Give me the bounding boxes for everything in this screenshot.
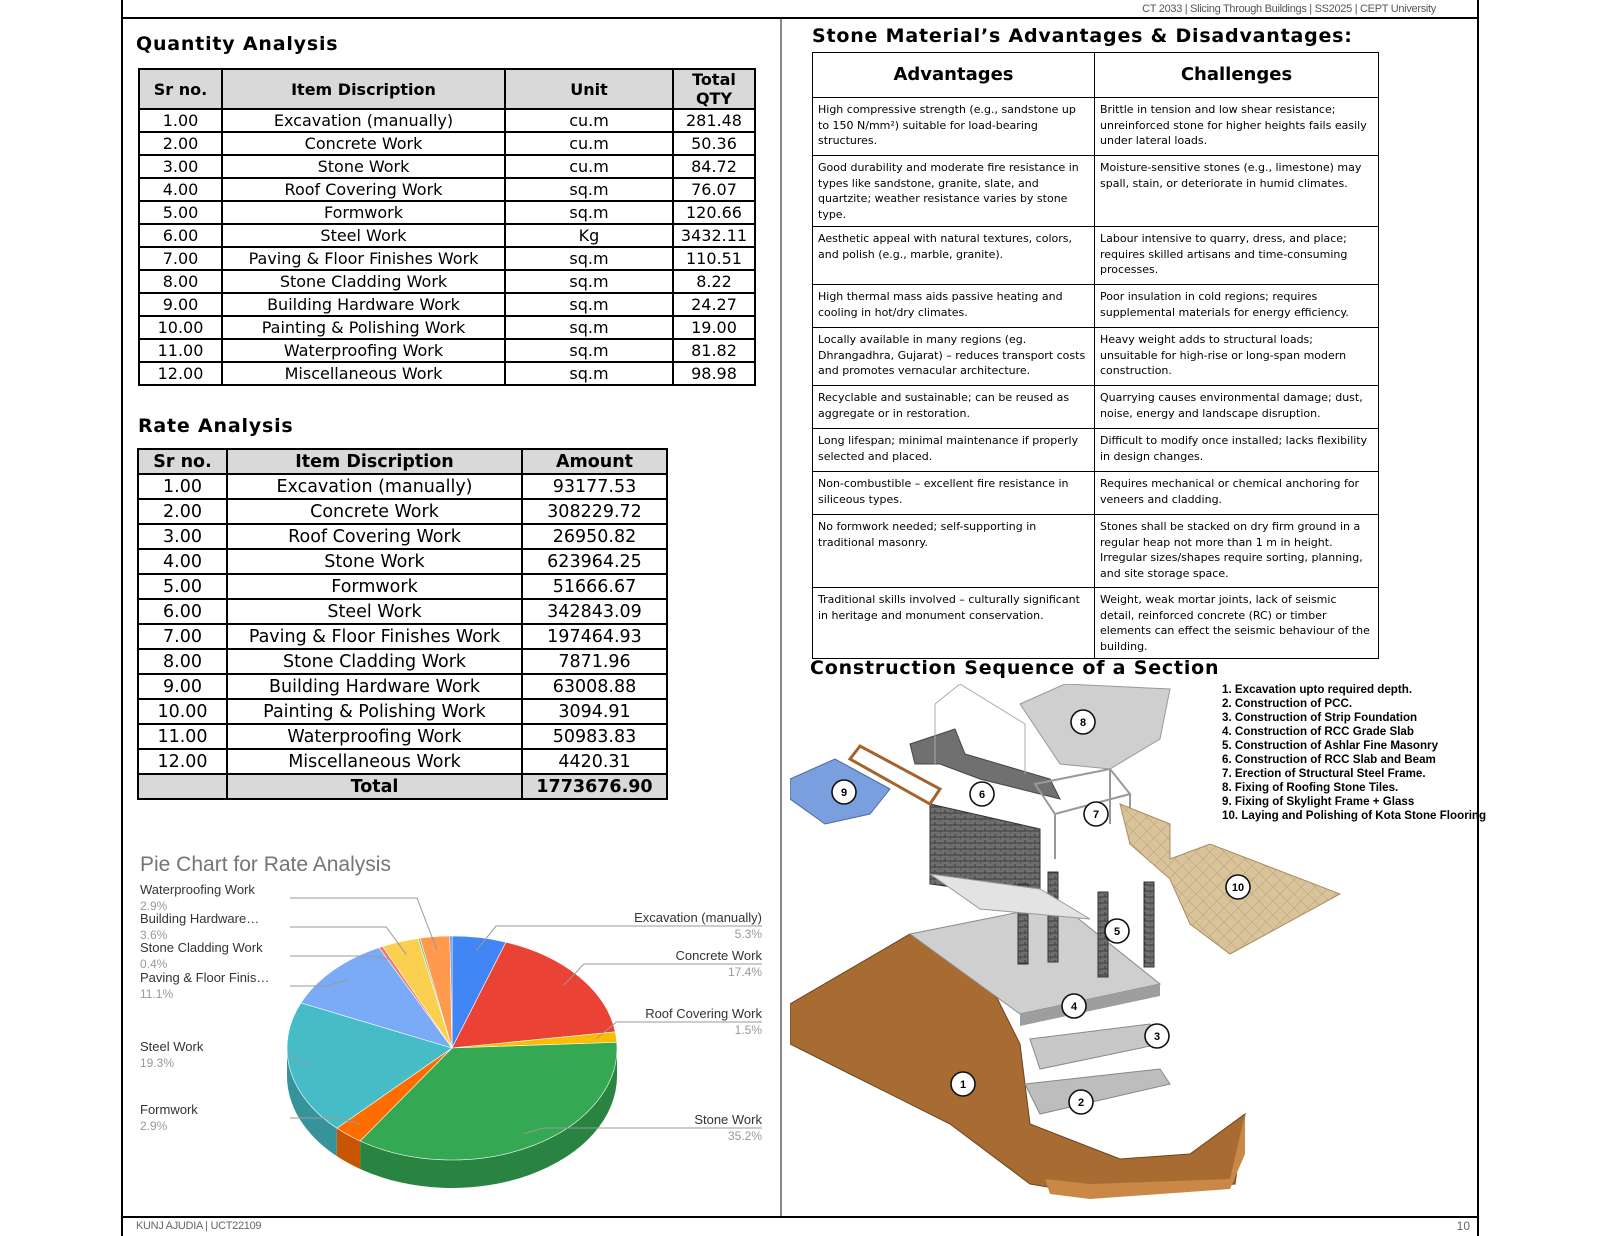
sr-no-cell: 4.00 [138,549,227,574]
pie-percent-label: 3.6% [140,928,168,942]
quantity-analysis-title: Quantity Analysis [136,33,339,55]
item-cell: Waterproofing Work [227,724,522,749]
pie-percent-label: 0.4% [140,957,168,971]
table-row [813,386,1379,429]
amount-cell: 63008.88 [522,674,667,699]
challenge-cell: Difficult to modify once installed; lacks flexibility in design changes. [1095,429,1379,472]
qty-cell: 50.36 [673,132,755,155]
table-row [138,724,667,749]
table-row [138,524,667,549]
table-row [139,132,755,155]
unit-cell: sq.m [505,270,673,293]
sequence-step: 7. Erection of Structural Steel Frame. [1222,767,1426,780]
table-row [138,674,667,699]
challenge-cell: Labour intensive to quarry, dress, and place; requires skilled artisans and time-consuming processes. [1095,227,1379,285]
sr-no-cell: 10.00 [138,699,227,724]
sr-no-cell: 7.00 [139,247,222,270]
sequence-step: 1. Excavation upto required depth. [1222,683,1413,696]
table-row [813,227,1379,285]
item-cell: Steel Work [227,599,522,624]
item-cell: Miscellaneous Work [222,362,505,385]
table-row [138,649,667,674]
qty-cell: 81.82 [673,339,755,362]
amount-cell: 26950.82 [522,524,667,549]
amount-cell: 623964.25 [522,549,667,574]
pie-category-label: Roof Covering Work [645,1006,762,1021]
sequence-marker-number: 2 [1077,1097,1085,1109]
rate-header-row [138,449,667,474]
table-row [139,224,755,247]
item-cell: Stone Work [222,155,505,178]
sequence-step: 6. Construction of RCC Slab and Beam [1222,753,1436,766]
rate-table [137,448,668,800]
total-blank-cell [138,774,227,799]
pie-chart-title: Pie Chart for Rate Analysis [140,853,391,876]
qty-cell: 281.48 [673,109,755,132]
qty-cell: 110.51 [673,247,755,270]
pie-chart [130,880,770,1200]
advantage-cell: Traditional skills involved – culturally significant in heritage and monument conservation. [813,588,1095,659]
stone-advantages-table [812,52,1379,659]
item-cell: Stone Work [227,549,522,574]
sequence-step: 8. Fixing of Roofing Stone Tiles. [1222,781,1399,794]
qty-cell: 98.98 [673,362,755,385]
frame-top-border [121,17,1479,19]
challenge-cell: Heavy weight adds to structural loads; unsuitable for high-rise or long-span modern construction. [1095,328,1379,386]
amount-cell: 4420.31 [522,749,667,774]
qty-cell: 120.66 [673,201,755,224]
sr-no-cell: 4.00 [139,178,222,201]
amount-cell: 93177.53 [522,474,667,499]
col-header-challenges: Challenges [1095,53,1379,98]
sr-no-cell: 1.00 [138,474,227,499]
pie-category-label: Formwork [140,1102,198,1117]
table-row [813,515,1379,588]
sr-no-cell: 7.00 [138,624,227,649]
pie-category-label: Stone Cladding Work [140,940,263,955]
table-row [138,699,667,724]
advantage-cell: High thermal mass aids passive heating and cooling in hot/dry climates. [813,285,1095,328]
table-row [139,270,755,293]
item-cell: Miscellaneous Work [227,749,522,774]
pie-percent-label: 35.2% [727,1129,762,1143]
advantage-cell: Non-combustible – excellent fire resistance in siliceous types. [813,472,1095,515]
sequence-marker-number: 3 [1153,1031,1161,1043]
amount-cell: 197464.93 [522,624,667,649]
unit-cell: cu.m [505,132,673,155]
item-cell: Roof Covering Work [227,524,522,549]
unit-cell: cu.m [505,109,673,132]
amount-cell: 308229.72 [522,499,667,524]
sr-no-cell: 12.00 [139,362,222,385]
table-row [139,293,755,316]
column-divider [780,19,782,1216]
sequence-step: 2. Construction of PCC. [1222,697,1353,710]
item-cell: Stone Cladding Work [222,270,505,293]
sr-no-cell: 2.00 [138,499,227,524]
item-cell: Paving & Floor Finishes Work [222,247,505,270]
challenge-cell: Moisture-sensitive stones (e.g., limestone) may spall, stain, or deteriorate in humid climates. [1095,156,1379,227]
sequence-marker-number: 7 [1092,809,1100,821]
table-row [139,178,755,201]
table-row [139,201,755,224]
advantage-cell: Long lifespan; minimal maintenance if properly selected and placed. [813,429,1095,472]
sr-no-cell: 1.00 [139,109,222,132]
sequence-step: 9. Fixing of Skylight Frame + Glass [1222,795,1415,808]
table-row [138,749,667,774]
sequence-step: 3. Construction of Strip Foundation [1222,711,1418,724]
col-header-sr-no: Sr no. [139,69,222,109]
table-row [138,624,667,649]
masonry-column [1144,882,1154,967]
sequence-marker-number: 8 [1079,717,1087,729]
table-row [139,247,755,270]
advantage-cell: Recyclable and sustainable; can be reused as aggregate or in restoration. [813,386,1095,429]
col-header-item: Item Discription [222,69,505,109]
unit-cell: sq.m [505,293,673,316]
col-header-total-qty: Total QTY [673,69,755,109]
construction-sequence-title: Construction Sequence of a Section [810,657,1220,679]
frame-left-border [121,0,123,1236]
quantity-header-row [139,69,755,109]
sr-no-cell: 12.00 [138,749,227,774]
item-cell: Steel Work [222,224,505,247]
unit-cell: sq.m [505,247,673,270]
construction-isometric-drawing [790,684,1480,1214]
roofing-stone-tiles [1020,684,1170,769]
sr-no-cell: 8.00 [138,649,227,674]
sequence-step: 10. Laying and Polishing of Kota Stone Flooring [1222,809,1487,822]
advantage-cell: Locally available in many regions (eg. Dhrangadhra, Gujarat) – reduces transport costs and promotes vernacular architecture. [813,328,1095,386]
pie-percent-label: 2.9% [140,1119,168,1133]
pie-percent-label: 11.1% [140,987,174,1001]
sr-no-cell: 3.00 [139,155,222,178]
unit-cell: sq.m [505,316,673,339]
item-cell: Concrete Work [227,499,522,524]
col-header-amount: Amount [522,449,667,474]
item-cell: Stone Cladding Work [227,649,522,674]
sr-no-cell: 3.00 [138,524,227,549]
pie-category-label: Excavation (manually) [634,910,762,925]
sequence-marker-number: 9 [840,787,848,799]
pie-percent-label: 1.5% [734,1023,762,1037]
table-row [813,429,1379,472]
sr-no-cell: 5.00 [138,574,227,599]
sr-no-cell: 8.00 [139,270,222,293]
challenge-cell: Stones shall be stacked on dry firm ground in a regular heap not more than 1 m in height. Irregular sizes/shapes require sorting, planning, and site storage space. [1095,515,1379,588]
frame-bottom-border [121,1216,1479,1218]
pie-category-label: Building Hardware… [140,911,260,926]
table-row [138,474,667,499]
sequence-marker-number: 6 [978,789,986,801]
table-row [813,98,1379,156]
item-cell: Painting & Polishing Work [227,699,522,724]
table-row [138,599,667,624]
sequence-marker-number: 1 [959,1079,967,1091]
col-header-item: Item Discription [227,449,522,474]
sr-no-cell: 9.00 [139,293,222,316]
item-cell: Excavation (manually) [227,474,522,499]
amount-cell: 51666.67 [522,574,667,599]
table-row [139,339,755,362]
rate-analysis-title: Rate Analysis [138,415,294,437]
unit-cell: sq.m [505,178,673,201]
pie-percent-label: 19.3% [140,1056,175,1070]
amount-cell: 342843.09 [522,599,667,624]
pie-category-label: Paving & Floor Finis… [140,970,270,985]
pcc-layer [1025,1069,1170,1114]
table-row [813,156,1379,227]
unit-cell: sq.m [505,339,673,362]
amount-cell: 3094.91 [522,699,667,724]
pie-category-label: Stone Work [694,1112,762,1127]
total-label: Total [227,774,522,799]
col-header-unit: Unit [505,69,673,109]
page-number: 10 [1456,1219,1470,1233]
pie-category-label: Steel Work [140,1039,204,1054]
challenge-cell: Brittle in tension and low shear resistance; unreinforced stone for higher heights fails easily under lateral loads. [1095,98,1379,156]
table-row [813,472,1379,515]
sequence-marker-number: 4 [1070,1001,1078,1013]
amount-cell: 50983.83 [522,724,667,749]
pie-category-label: Waterproofing Work [140,882,255,897]
pie-percent-label: 5.3% [734,927,762,941]
table-row [139,155,755,178]
qty-cell: 24.27 [673,293,755,316]
item-cell: Painting & Polishing Work [222,316,505,339]
course-header: CT 2033 | Slicing Through Buildings | SS2025 | CEPT University [1142,3,1436,15]
sequence-step: 5. Construction of Ashlar Fine Masonry [1222,739,1439,752]
challenge-cell: Requires mechanical or chemical anchoring for veneers and cladding. [1095,472,1379,515]
qty-cell: 3432.11 [673,224,755,247]
unit-cell: cu.m [505,155,673,178]
unit-cell: sq.m [505,362,673,385]
author-footer: KUNJ AJUDIA | UCT22109 [136,1220,262,1232]
pie-category-label: Concrete Work [675,948,762,963]
sr-no-cell: 11.00 [138,724,227,749]
qty-cell: 76.07 [673,178,755,201]
item-cell: Roof Covering Work [222,178,505,201]
strip-foundation [1030,1024,1160,1069]
advantage-cell: No formwork needed; self-supporting in traditional masonry. [813,515,1095,588]
sr-no-cell: 10.00 [139,316,222,339]
item-cell: Concrete Work [222,132,505,155]
total-row [138,774,667,799]
advantage-cell: High compressive strength (e.g., sandstone up to 150 N/mm²) suitable for load-bearing structures. [813,98,1095,156]
table-row [138,574,667,599]
unit-cell: sq.m [505,201,673,224]
sr-no-cell: 9.00 [138,674,227,699]
amount-cell: 7871.96 [522,649,667,674]
table-row [139,316,755,339]
qty-cell: 8.22 [673,270,755,293]
challenge-cell: Poor insulation in cold regions; requires supplemental materials for energy efficiency. [1095,285,1379,328]
col-header-sr-no: Sr no. [138,449,227,474]
pie-percent-label: 2.9% [140,899,168,913]
challenge-cell: Weight, weak mortar joints, lack of seismic detail, reinforced concrete (RC) or timber elements can effect the seismic behaviour of the building. [1095,588,1379,659]
item-cell: Waterproofing Work [222,339,505,362]
item-cell: Formwork [227,574,522,599]
qty-cell: 19.00 [673,316,755,339]
sr-no-cell: 11.00 [139,339,222,362]
item-cell: Paving & Floor Finishes Work [227,624,522,649]
item-cell: Building Hardware Work [222,293,505,316]
item-cell: Excavation (manually) [222,109,505,132]
table-row [138,499,667,524]
col-header-advantages: Advantages [813,53,1095,98]
advantage-cell: Aesthetic appeal with natural textures, colors, and polish (e.g., marble, granite). [813,227,1095,285]
advantage-cell: Good durability and moderate fire resistance in types like sandstone, granite, slate, and quartzite; weather resistance varies by stone type. [813,156,1095,227]
table-row [813,588,1379,659]
table-row [813,328,1379,386]
sr-no-cell: 6.00 [138,599,227,624]
adv-header-row [813,53,1379,98]
sequence-marker-number: 5 [1113,926,1121,938]
sr-no-cell: 2.00 [139,132,222,155]
table-row [813,285,1379,328]
total-value: 1773676.90 [522,774,667,799]
table-row [138,549,667,574]
stone-advantages-title: Stone Material’s Advantages & Disadvantages: [812,25,1353,47]
challenge-cell: Quarrying causes environmental damage; dust, noise, energy and landscape disruption. [1095,386,1379,429]
sr-no-cell: 5.00 [139,201,222,224]
item-cell: Formwork [222,201,505,224]
sr-no-cell: 6.00 [139,224,222,247]
quantity-table [138,68,756,386]
pie-percent-label: 17.4% [727,965,762,979]
sequence-step: 4. Construction of RCC Grade Slab [1222,725,1414,738]
unit-cell: Kg [505,224,673,247]
item-cell: Building Hardware Work [227,674,522,699]
table-row [139,362,755,385]
table-row [139,109,755,132]
sequence-marker-number: 10 [1231,882,1245,894]
qty-cell: 84.72 [673,155,755,178]
masonry-column [1048,872,1058,962]
